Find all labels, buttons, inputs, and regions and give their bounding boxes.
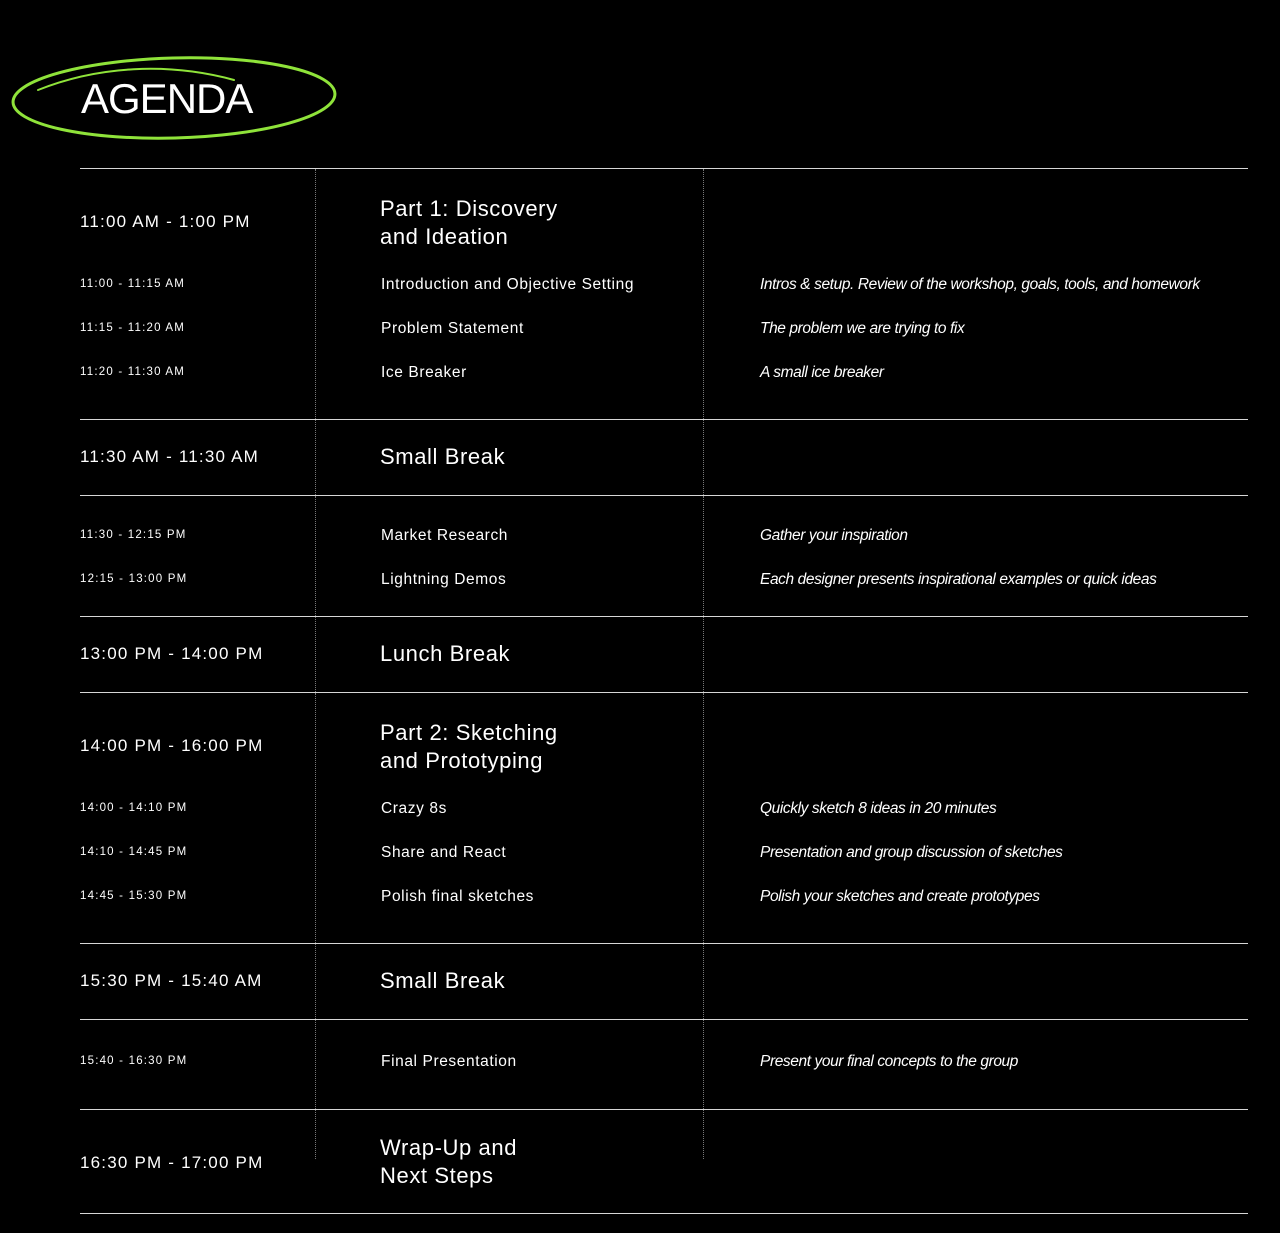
item-time: 15:40 - 16:30 PM	[80, 1055, 188, 1067]
agenda-title-block	[8, 52, 340, 146]
column-divider	[315, 944, 316, 1019]
item-time: 14:45 - 15:30 PM	[80, 890, 188, 902]
section-title: Lunch Break	[380, 641, 511, 666]
section-time: 11:30 AM - 11:30 AM	[80, 447, 260, 466]
section-title-line: Part 1: Discovery	[380, 196, 558, 221]
section-title-line: and Ideation	[380, 224, 509, 249]
agenda-section-part-1	[80, 169, 1248, 420]
item-name: Polish final sketches	[381, 888, 535, 905]
item-description: Gather your inspiration	[760, 527, 908, 544]
agenda-section-wrap-up	[80, 1110, 1248, 1214]
section-title	[380, 1134, 580, 1190]
item-name: Ice Breaker	[381, 364, 467, 381]
agenda-item	[80, 833, 1248, 877]
agenda-table	[80, 168, 1248, 1214]
section-header	[80, 719, 1248, 775]
item-description: Intros & setup. Review of the workshop, goals, tools, and homework	[760, 276, 1200, 293]
section-time: 11:00 AM - 1:00 PM	[80, 212, 251, 231]
item-description: Present your final concepts to the group	[760, 1053, 1018, 1070]
agenda-section-part-2	[80, 693, 1248, 944]
item-name: Share and React	[381, 844, 507, 861]
agenda-item	[80, 265, 1248, 309]
agenda-section-break	[80, 944, 1248, 1020]
agenda-item	[80, 560, 1248, 604]
section-title-line: and Prototyping	[380, 748, 544, 773]
page-title: AGENDA	[81, 75, 253, 122]
agenda-section-items	[80, 496, 1248, 617]
agenda-section-items	[80, 1020, 1248, 1110]
item-name: Market Research	[381, 527, 509, 544]
agenda-item	[80, 1042, 1248, 1086]
section-time: 14:00 PM - 16:00 PM	[80, 736, 264, 755]
section-title	[380, 195, 610, 251]
agenda-item	[80, 789, 1248, 833]
item-description: Each designer presents inspirational examples or quick ideas	[760, 571, 1157, 588]
item-time: 12:15 - 13:00 PM	[80, 573, 188, 585]
item-description: The problem we are trying to fix	[760, 320, 965, 337]
agenda-item	[80, 309, 1248, 353]
item-time: 14:10 - 14:45 PM	[80, 846, 188, 858]
column-divider	[703, 1110, 704, 1159]
item-description: Quickly sketch 8 ideas in 20 minutes	[760, 800, 997, 817]
section-title-line: Wrap-Up and	[380, 1135, 518, 1160]
section-title: Small Break	[380, 968, 506, 993]
column-divider	[315, 1110, 316, 1159]
item-name: Problem Statement	[381, 320, 524, 337]
item-description: Presentation and group discussion of sketches	[760, 844, 1063, 861]
item-time: 11:15 - 11:20 AM	[80, 322, 186, 334]
item-time: 11:30 - 12:15 PM	[80, 529, 187, 541]
agenda-item	[80, 353, 1248, 397]
column-divider	[703, 944, 704, 1019]
item-name: Lightning Demos	[381, 571, 507, 588]
section-title-line: Next Steps	[380, 1163, 494, 1188]
column-divider	[315, 420, 316, 495]
item-description: A small ice breaker	[760, 364, 884, 381]
item-name: Introduction and Objective Setting	[381, 276, 635, 293]
section-time: 16:30 PM - 17:00 PM	[80, 1153, 264, 1172]
section-title	[380, 719, 610, 775]
item-time: 14:00 - 14:10 PM	[80, 802, 188, 814]
section-title: Small Break	[380, 444, 506, 469]
column-divider	[315, 617, 316, 692]
column-divider	[703, 617, 704, 692]
agenda-item	[80, 516, 1248, 560]
item-name: Final Presentation	[381, 1053, 517, 1070]
section-time: 15:30 PM - 15:40 AM	[80, 971, 263, 990]
section-title-line: Part 2: Sketching	[380, 720, 558, 745]
item-name: Crazy 8s	[381, 800, 447, 817]
agenda-section-lunch	[80, 617, 1248, 693]
agenda-section-break	[80, 420, 1248, 496]
item-description: Polish your sketches and create prototypes	[760, 888, 1040, 905]
column-divider	[703, 420, 704, 495]
item-time: 11:20 - 11:30 AM	[80, 366, 186, 378]
section-header	[80, 195, 1248, 251]
section-time: 13:00 PM - 14:00 PM	[80, 644, 264, 663]
agenda-item	[80, 877, 1248, 921]
item-time: 11:00 - 11:15 AM	[80, 278, 186, 290]
